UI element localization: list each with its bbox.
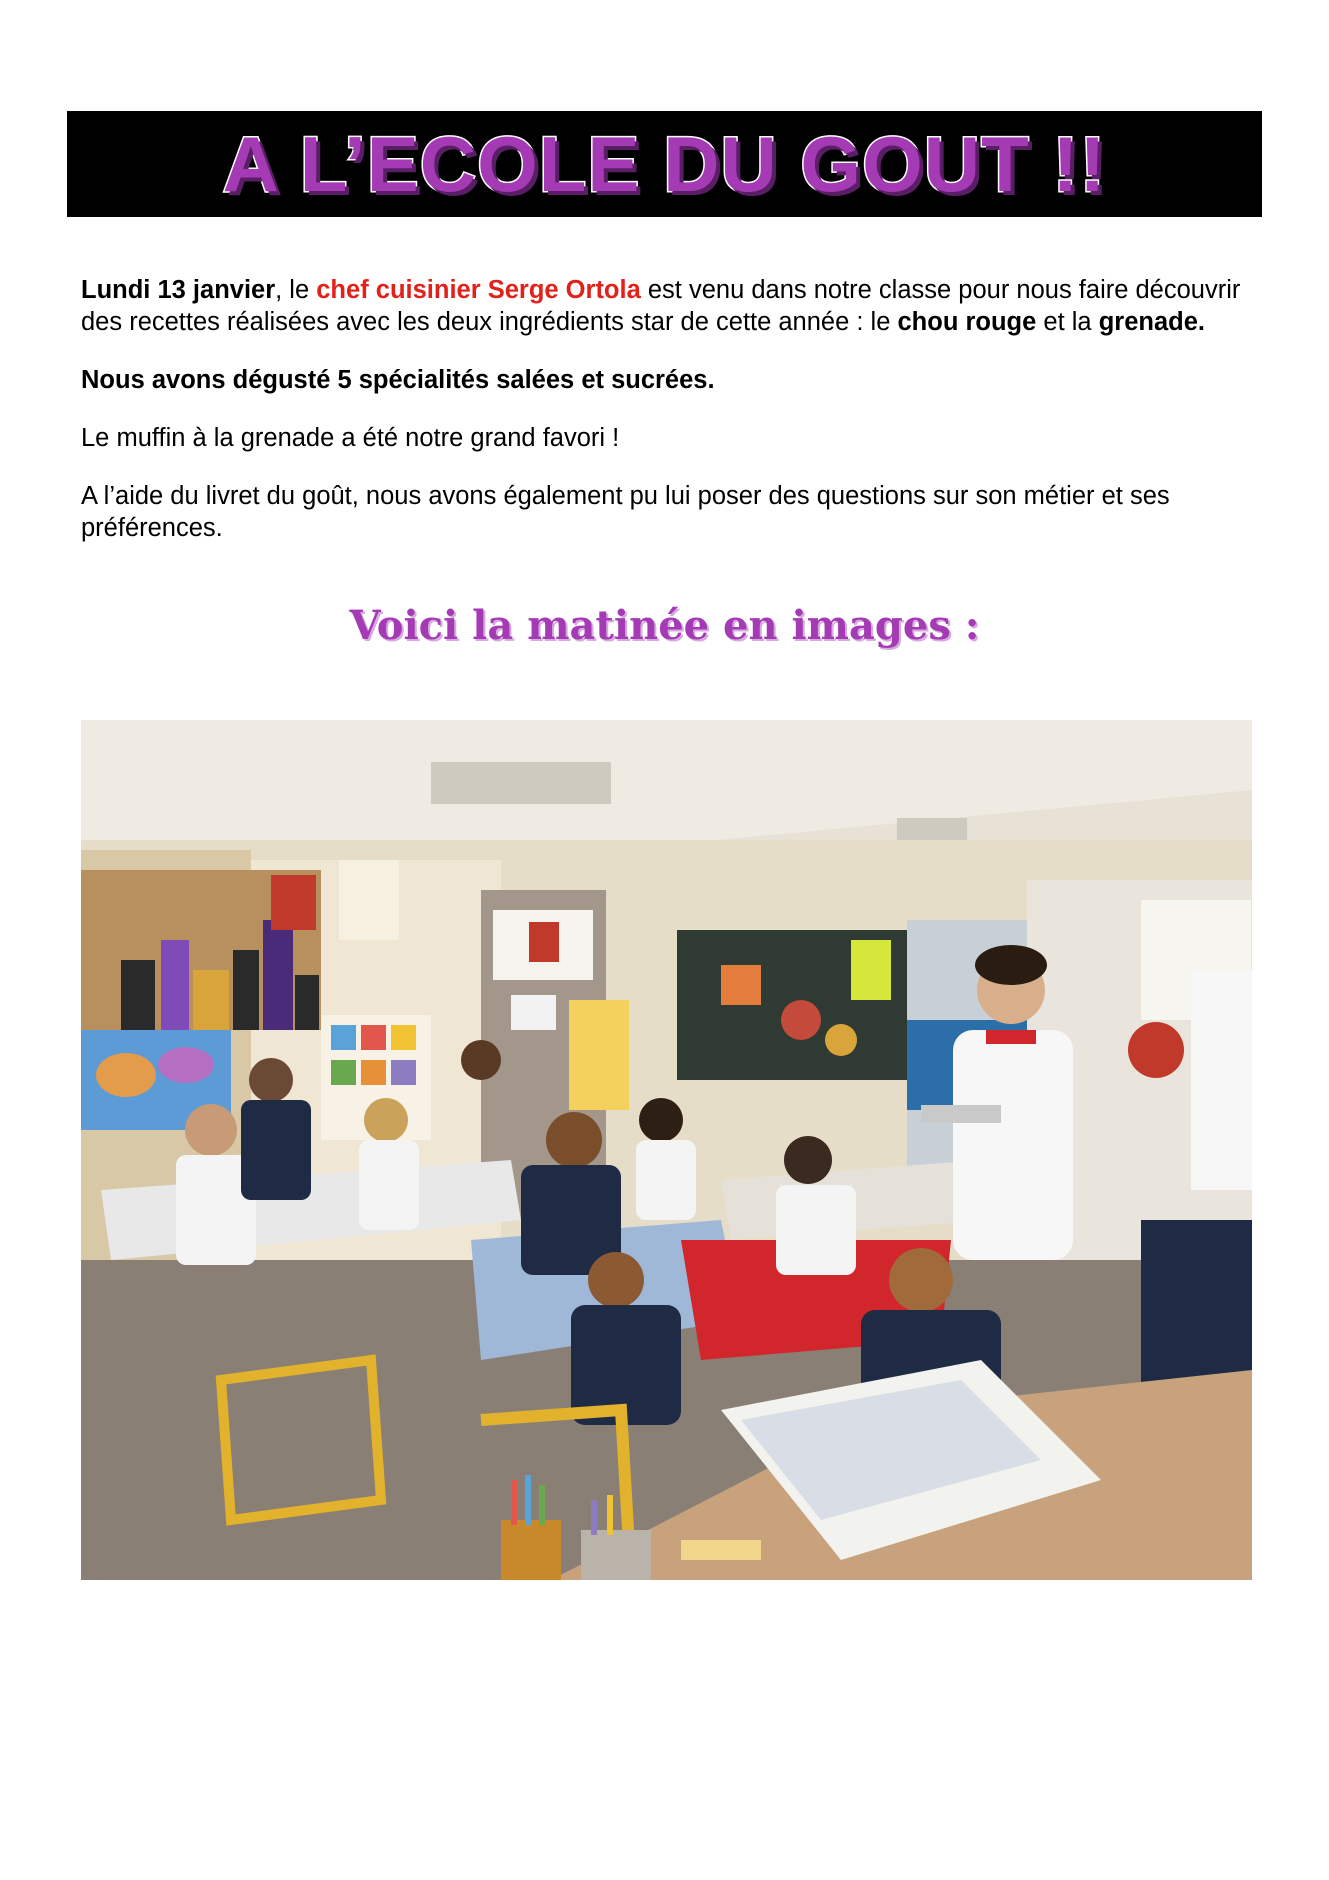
favorite-paragraph: Le muffin à la grenade a été notre grand favori ! <box>81 424 620 452</box>
section-subtitle: Voici la matinée en images : <box>349 602 980 649</box>
ingredient-grenade: grenade. <box>1098 308 1205 336</box>
classroom-photo <box>81 720 1252 1580</box>
intro-text: et la <box>1036 308 1099 336</box>
intro-text: est venu dans notre classe pour nous faire découvrir des recettes réalisées avec les deux ingrédients star de cette année : le <box>81 276 1241 336</box>
booklet-paragraph: A l’aide du livret du goût, nous avons également pu lui poser des questions sur son métier et ses préférences. <box>81 482 1170 542</box>
article-body <box>81 274 1251 570</box>
ingredient-chou-rouge: chou rouge <box>897 308 1037 336</box>
date-text: Lundi 13 janvier <box>81 276 276 304</box>
intro-text: , le <box>275 276 317 304</box>
intro-paragraph <box>81 274 1251 338</box>
chef-name: chef cuisinier Serge Ortola <box>316 276 641 304</box>
title-banner <box>67 111 1262 217</box>
page-title: A L’ECOLE DU GOUT !! <box>222 119 1107 208</box>
tasting-paragraph: Nous avons dégusté 5 spécialités salées et sucrées. <box>81 366 715 394</box>
